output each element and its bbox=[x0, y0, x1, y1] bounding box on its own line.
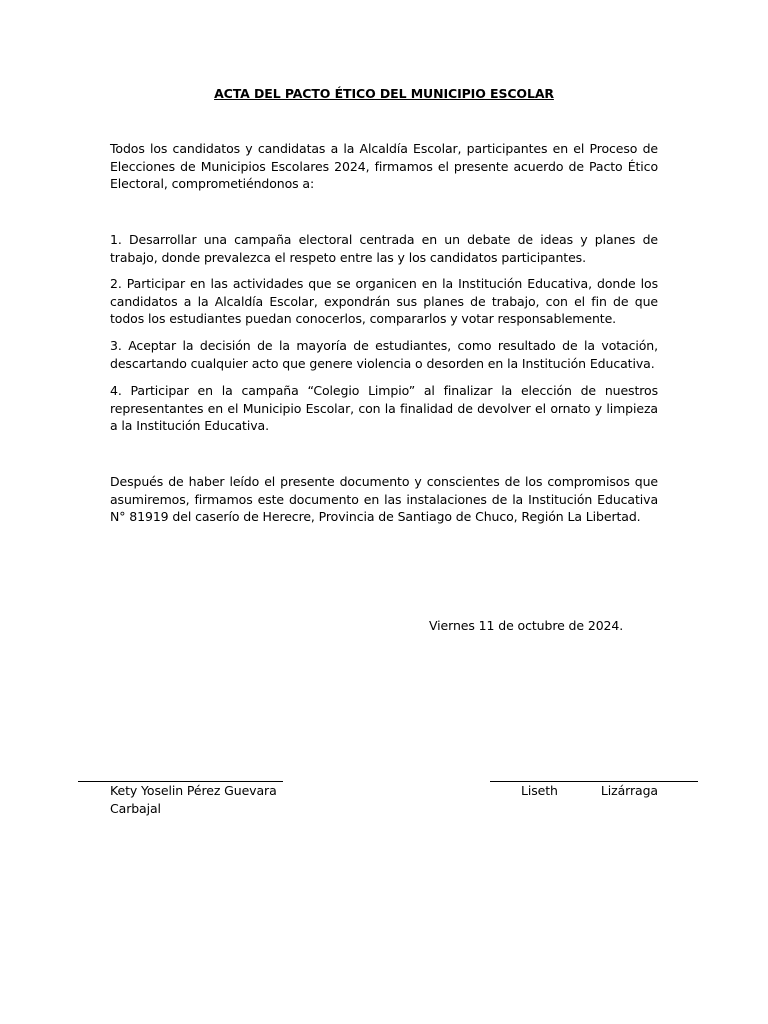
intro-paragraph: Todos los candidatos y candidatas a la Alcaldía Escolar, participantes en el Proceso de Elecciones de Municipios Escolares 2024, firmamos el presente acuerdo de Pacto Ético Electoral, comprometiéndonos a: bbox=[110, 141, 658, 191]
left-signatory-name-line2: Carbajal bbox=[110, 801, 161, 816]
commitment-item-4: 4. Participar en la campaña “Colegio Limpio” al finalizar la elección de nuestros representantes en el Municipio Escolar, con la finalidad de devolver el ornato y limpieza a la Institución Educativa. bbox=[110, 383, 658, 433]
right-signatory-first-name: Liseth bbox=[521, 783, 558, 798]
left-signatory-name-line1: Kety Yoselin Pérez Guevara bbox=[110, 783, 277, 798]
closing-paragraph: Después de haber leído el presente documento y conscientes de los compromisos que asumiremos, firmamos este documento en las instalaciones de la Institución Educativa N° 81919 del caserío de Herecre, Provincia de Santiago de Chuco, Región La Libertad. bbox=[110, 474, 658, 524]
right-signatory-name bbox=[521, 782, 658, 800]
right-signatory-last-name: Lizárraga bbox=[600, 783, 658, 798]
commitment-item-1: 1. Desarrollar una campaña electoral centrada en un debate de ideas y planes de trabajo, donde prevalezca el respeto entre las y los candidatos participantes. bbox=[110, 232, 658, 265]
document-title: ACTA DEL PACTO ÉTICO DEL MUNICIPIO ESCOLAR bbox=[214, 86, 554, 101]
commitment-item-3: 3. Aceptar la decisión de la mayoría de estudiantes, como resultado de la votación, descartando cualquier acto que genere violencia o desorden en la Institución Educativa. bbox=[110, 338, 658, 371]
document-date: Viernes 11 de octubre de 2024. bbox=[429, 618, 624, 633]
commitment-item-2: 2. Participar en las actividades que se organicen en la Institución Educativa, donde los candidatos a la Alcaldía Escolar, expondrán sus planes de trabajo, con el fin de que todos los estudiantes puedan conocerlos, compararlos y votar responsablemente. bbox=[110, 276, 658, 326]
left-signatory-name bbox=[110, 782, 277, 818]
